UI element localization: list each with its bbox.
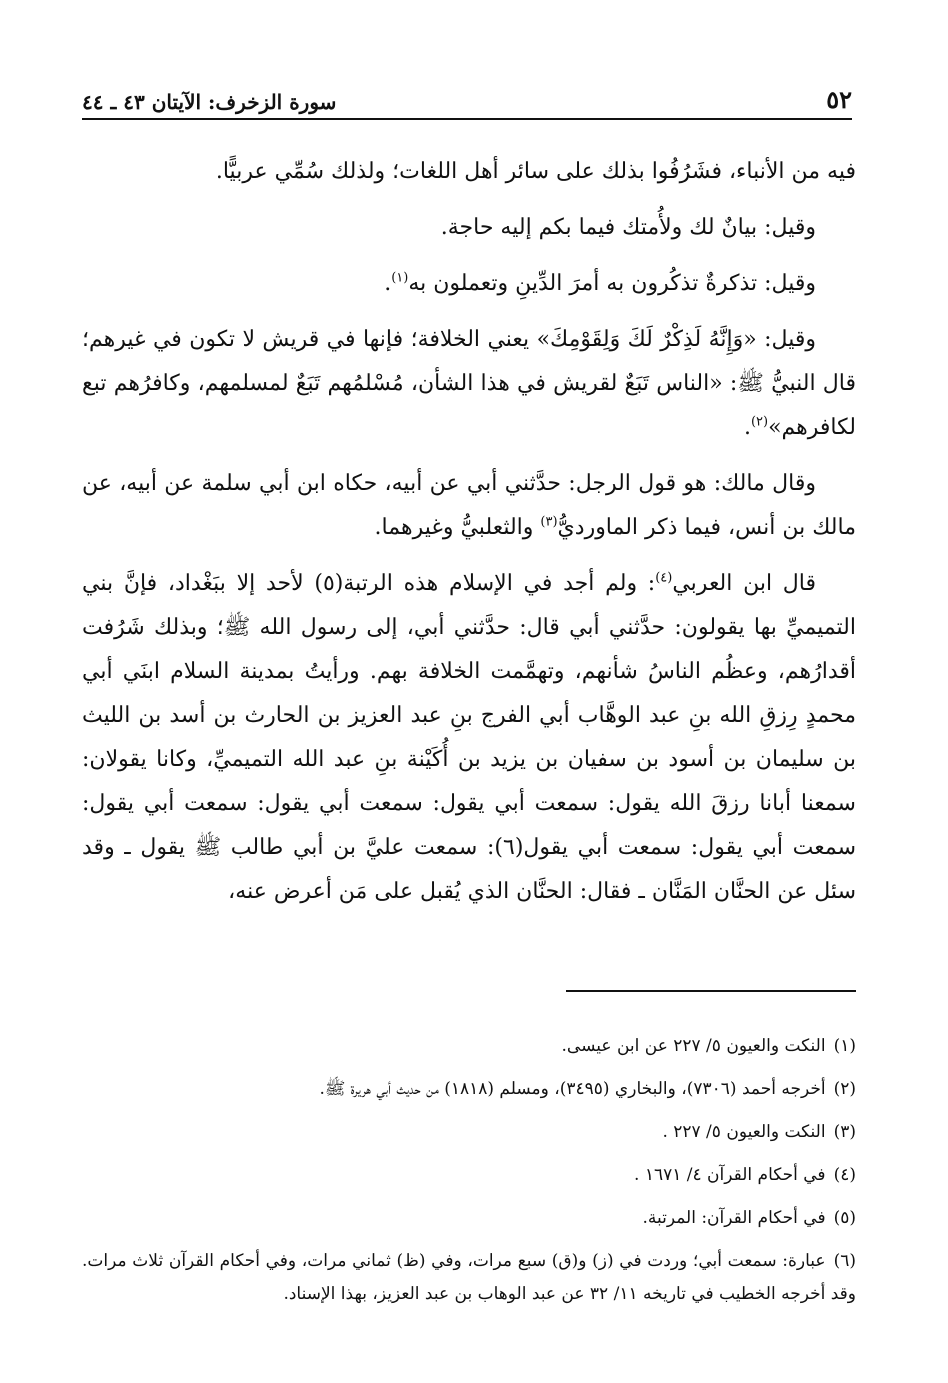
main-text xyxy=(82,150,856,926)
paragraph-3: وقيل: تذكرةٌ تذكُرون به أمرَ الدِّينِ وتعملون به$^{(١)}$. xyxy=(384,270,816,296)
footnote-2: (٢)أخرجه أحمد (٧٣٠٦)، والبخاري (٣٤٩٥)، ومسلم (١٨١٨) من حديث أبي هريرة ﷺ. xyxy=(319,1079,856,1099)
paragraph-2: وقيل: بيانٌ لك ولأُمتك فيما بكم إليه حاجة. xyxy=(440,215,816,240)
footnote-4: (٤)في أحكام القرآن ٤/ ١٦٧١ . xyxy=(634,1165,856,1185)
footnote-ref-2[interactable]: (٢) xyxy=(750,414,769,430)
paragraph-1: فيه من الأنباء، فشَرُفُوا بذلك على سائر أهل اللغات؛ ولذلك سُمِّي عربيًّا. xyxy=(215,159,856,184)
footnote-ref-4[interactable]: (٤) xyxy=(655,570,673,586)
paragraph-5: وقال مالك: هو قول الرجل: حدَّثني أبي عن أبيه، حكاه ابن أبي سلمة عن أبيه، عن مالك بن أنس، فيما ذكر الماورديُّ$^{(٣)}$ والثعلبيُّ وغيرهما. xyxy=(82,471,856,540)
footnote-6: (٦)عبارة: سمعت أبي؛ وردت في (ز) و(ق) سبع مرات، وفي (ظ) ثماني مرات، وفي أحكام القرآن ثلاث مرات. وقد أخرجه الخطيب في تاريخه ١١/ ٣٢ عن عبد الوهاب بن عبد العزيز، بهذا الإسناد. xyxy=(82,1251,856,1304)
paragraph-4: وقيل: «وَإِنَّهُ لَذِكْرٌ لَكَ وَلِقَوْمِكَ» يعني الخلافة؛ فإنها في قريش لا تكون في غيرهم؛ قال النبيُّ ﷺ: «الناس تَبَعٌ لقريش في هذا الشأن، مُسْلمُهم تَبَعٌ لمسلمهم، وكافرُهم تبع لكافرهم»$^{(٢)}$. xyxy=(82,327,856,440)
footnote-3: (٣)النكت والعيون ٥/ ٢٢٧ . xyxy=(662,1122,856,1142)
footnotes xyxy=(82,1030,856,1321)
page-number: ٥٢ xyxy=(826,85,852,114)
footnote-1: (١)النكت والعيون ٥/ ٢٢٧ عن ابن عيسى. xyxy=(561,1036,856,1056)
footnote-5: (٥)في أحكام القرآن: المرتبة. xyxy=(642,1208,856,1228)
paragraph-6: قال ابن العربي$^{(٤)}$: ولم أجد في الإسلام هذه الرتبة(٥) لأحد إلا ببَغْداد، فإنَّ بني التميميِّ بها يقولون: حدَّثني أبي قال: حدَّثني أبي، إلى رسول الله ﷺ؛ وبذلك شَرُفت أقدارُهم، وعظُم الناسُ شأنهم، وتهمَّمت الخلافة بهم. ورأيتُ بمدينة السلام ابنَي أبي محمدٍ رِزقِ الله بنِ عبد الوهَّاب أبي الفرج بنِ عبد العزيز بن الحارث بن أسد بن الليث بن سليمان بن أسود بن سفيان بن يزيد بن أُكَيْنة بنِ عبد الله التميميِّ، وكانا يقولان: سمعنا أبانا رزقَ الله يقول: سمعت أبي يقول: سمعت أبي يقول: سمعت أبي يقول: سمعت أبي يقول: سمعت أبي يقول(٦): سمعت عليَّ بن أبي طالب ﷺ يقول ـ وقد سئل عن الحنَّان المَنَّان ـ فقال: الحنَّان الذي يُقبل على مَن أعرض عنه، xyxy=(82,570,857,904)
footnote-divider xyxy=(566,990,856,992)
running-title: سورة الزخرف: الآيتان ٤٣ ـ ٤٤ xyxy=(82,90,337,114)
footnote-ref-3[interactable]: (٣) xyxy=(540,514,558,530)
page-header xyxy=(82,70,852,120)
footnote-ref-1[interactable]: (١) xyxy=(391,270,409,286)
